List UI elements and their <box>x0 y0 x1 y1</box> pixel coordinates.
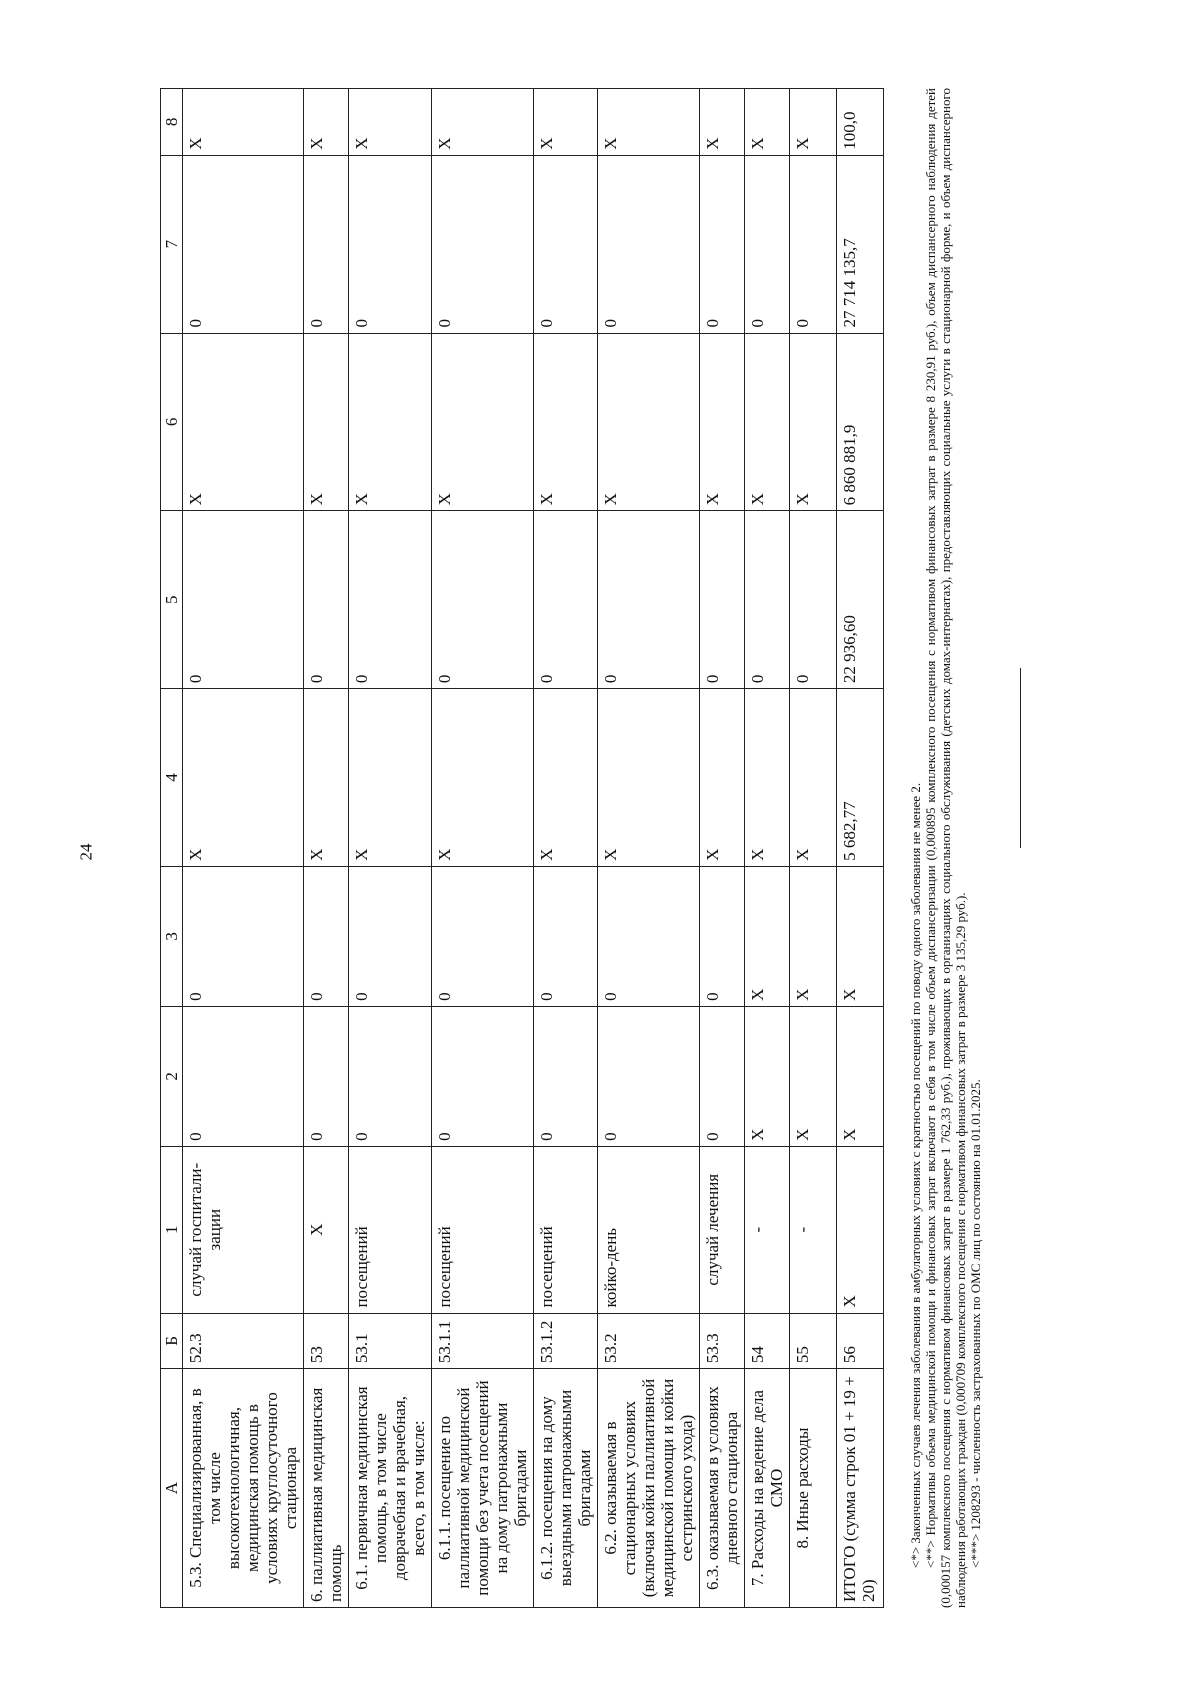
table-cell: X <box>598 333 700 511</box>
column-header: Б <box>161 1313 183 1369</box>
table-cell: 0 <box>432 866 534 1006</box>
table-row <box>304 89 349 1608</box>
table-cell: 0 <box>304 866 349 1006</box>
table-cell: X <box>790 333 837 511</box>
table-cell: 53.3 <box>700 1313 745 1369</box>
table-cell: X <box>349 689 432 867</box>
table-cell: X <box>304 1146 349 1313</box>
column-header: А <box>161 1369 183 1608</box>
column-header: 4 <box>161 689 183 867</box>
table-cell: 8. Иные расходы <box>790 1369 837 1608</box>
table-cell: 6.1.1. посещение по паллиативной медицинской помощи без учета посещений на дому патронажными бригадами <box>432 1369 534 1608</box>
table-cell: 55 <box>790 1313 837 1369</box>
table-cell: 0 <box>598 1006 700 1146</box>
table-cell: X <box>790 689 837 867</box>
table-cell: 6.3. оказываемая в условиях дневного стационара <box>700 1369 745 1608</box>
table-row <box>745 89 790 1608</box>
table-row <box>598 89 700 1608</box>
table-cell: 53.1.2 <box>534 1313 598 1369</box>
table-row <box>534 89 598 1608</box>
table-cell: 0 <box>700 511 745 689</box>
table-cell: 0 <box>534 155 598 333</box>
table-cell: 0 <box>700 155 745 333</box>
table-cell: 0 <box>432 511 534 689</box>
rotated-page-content <box>160 88 1040 1608</box>
table-cell: 0 <box>183 511 304 689</box>
table-cell: X <box>534 333 598 511</box>
table-cell: 0 <box>745 155 790 333</box>
footnotes <box>908 88 983 1608</box>
table-cell: посещений <box>432 1146 534 1313</box>
table-cell: 0 <box>700 866 745 1006</box>
table-cell: 22 936,60 <box>837 511 884 689</box>
table-cell: 0 <box>183 155 304 333</box>
table-cell: 56 <box>837 1313 884 1369</box>
table-cell: 0 <box>349 155 432 333</box>
table-header-row <box>161 89 183 1608</box>
table-cell: X <box>183 333 304 511</box>
table-cell: X <box>745 333 790 511</box>
table-cell: 0 <box>183 1006 304 1146</box>
table-cell: 5.3. Специализированная, в том числе высокотехнологичная, медицинская помощь в условиях круглосуточного стационара <box>183 1369 304 1608</box>
table-cell: X <box>790 866 837 1006</box>
table-cell: 0 <box>183 866 304 1006</box>
table-cell: X <box>700 689 745 867</box>
table-cell: X <box>598 89 700 156</box>
financial-norms-table <box>160 88 884 1608</box>
table-cell: X <box>432 689 534 867</box>
table-cell: X <box>745 689 790 867</box>
table-cell: 0 <box>745 511 790 689</box>
table-cell: 6 860 881,9 <box>837 333 884 511</box>
table-cell: 0 <box>598 511 700 689</box>
table-cell: - <box>745 1146 790 1313</box>
table-cell: X <box>700 333 745 511</box>
table-cell: 0 <box>432 155 534 333</box>
table-cell: X <box>745 1006 790 1146</box>
divider-line <box>1020 668 1021 848</box>
column-header: 6 <box>161 333 183 511</box>
table-cell: посещений <box>349 1146 432 1313</box>
table-cell: X <box>534 89 598 156</box>
page-number: 24 <box>76 843 96 861</box>
column-header: 8 <box>161 89 183 156</box>
table-cell: X <box>304 333 349 511</box>
table-cell: 0 <box>304 155 349 333</box>
table-cell: 0 <box>304 1006 349 1146</box>
table-cell: X <box>349 89 432 156</box>
table-cell: - <box>790 1146 837 1313</box>
table-cell: 6. паллиативная медицинская помощь <box>304 1369 349 1608</box>
table-cell: 0 <box>349 866 432 1006</box>
table-cell: 0 <box>598 155 700 333</box>
table-cell: X <box>432 89 534 156</box>
table-cell: 52.3 <box>183 1313 304 1369</box>
table-cell: X <box>837 1006 884 1146</box>
table-cell: X <box>432 333 534 511</box>
table-cell: 0 <box>534 511 598 689</box>
table-cell: X <box>183 89 304 156</box>
table-cell: 0 <box>790 155 837 333</box>
table-row-total <box>837 89 884 1608</box>
table-cell: 0 <box>534 1006 598 1146</box>
table-cell: X <box>790 89 837 156</box>
table-row <box>183 89 304 1608</box>
table-cell: X <box>790 1006 837 1146</box>
table-cell: X <box>837 866 884 1006</box>
column-header: 2 <box>161 1006 183 1146</box>
table-cell: 7. Расходы на ведение дела СМО <box>745 1369 790 1608</box>
table-cell: 5 682,77 <box>837 689 884 867</box>
table-cell: 6.1. первичная медицинская помощь, в том числе доврачебная и врачебная, всего, в том числе: <box>349 1369 432 1608</box>
table-cell: X <box>745 866 790 1006</box>
table-cell: X <box>304 689 349 867</box>
column-header: 7 <box>161 155 183 333</box>
footnote: <**> Нормативы объема медицинской помощи и финансовых затрат включают в себя в том числе объем диспансеризации (0,000895 комплексного посещения с нормативом финансовых затрат в размере 8 230,91 руб.), объем диспансерного наблюдения детей (0,000157 комплексного посещения с нормативом финансовых затрат в размере 1 762,33 руб.), проживающих в организациях социального обслуживания (детских домах-интернатах), предоставляющих социальные услуги в стационарной форме, и объем диспансерного наблюдения работающих граждан (0,000709 комплексного посещения с нормативом финансовых затрат в размере 3 135,29 руб.). <box>923 88 968 1608</box>
table-cell: X <box>304 89 349 156</box>
table-cell: посещений <box>534 1146 598 1313</box>
table-cell: X <box>183 689 304 867</box>
table-cell: X <box>598 689 700 867</box>
table-cell: 0 <box>790 511 837 689</box>
table-cell: 53.2 <box>598 1313 700 1369</box>
table-cell: случай лечения <box>700 1146 745 1313</box>
table-row <box>700 89 745 1608</box>
footnote: <***> 1208293 - численность застрахованных по ОМС лиц по состоянию на 01.01.2025. <box>968 1079 983 1568</box>
footnote: <*> Законченных случаев лечения заболевания в амбулаторных условиях с кратностью посещений по поводу одного заболевания не менее 2. <box>908 782 923 1568</box>
column-header: 1 <box>161 1146 183 1313</box>
table-row <box>790 89 837 1608</box>
table-cell: X <box>700 89 745 156</box>
table-cell: 0 <box>349 1006 432 1146</box>
table-cell: X <box>534 689 598 867</box>
table-cell: 0 <box>304 511 349 689</box>
table-row <box>432 89 534 1608</box>
column-header: 5 <box>161 511 183 689</box>
table-row <box>349 89 432 1608</box>
table-cell: 0 <box>598 866 700 1006</box>
table-cell: X <box>745 89 790 156</box>
table-cell: 53.1.1 <box>432 1313 534 1369</box>
table-cell: 27 714 135,7 <box>837 155 884 333</box>
table-cell: X <box>837 1146 884 1313</box>
table-cell: 6.2. оказываемая в стационарных условиях (включая койки паллиативной медицинской помощи и койки сестринского ухода) <box>598 1369 700 1608</box>
table-cell: ИТОГО (сумма строк 01 + 19 + 20) <box>837 1369 884 1608</box>
column-header: 3 <box>161 866 183 1006</box>
table-cell: 100,0 <box>837 89 884 156</box>
table-cell: 53 <box>304 1313 349 1369</box>
table-cell: койко-день <box>598 1146 700 1313</box>
table-cell: X <box>349 333 432 511</box>
table-cell: 0 <box>534 866 598 1006</box>
table-cell: 6.1.2. посещения на дому выездными патронажными бригадами <box>534 1369 598 1608</box>
table-cell: случай госпитали-зации <box>183 1146 304 1313</box>
table-cell: 54 <box>745 1313 790 1369</box>
table-cell: 0 <box>432 1006 534 1146</box>
table-cell: 0 <box>349 511 432 689</box>
table-cell: 53.1 <box>349 1313 432 1369</box>
table-cell: 0 <box>700 1006 745 1146</box>
